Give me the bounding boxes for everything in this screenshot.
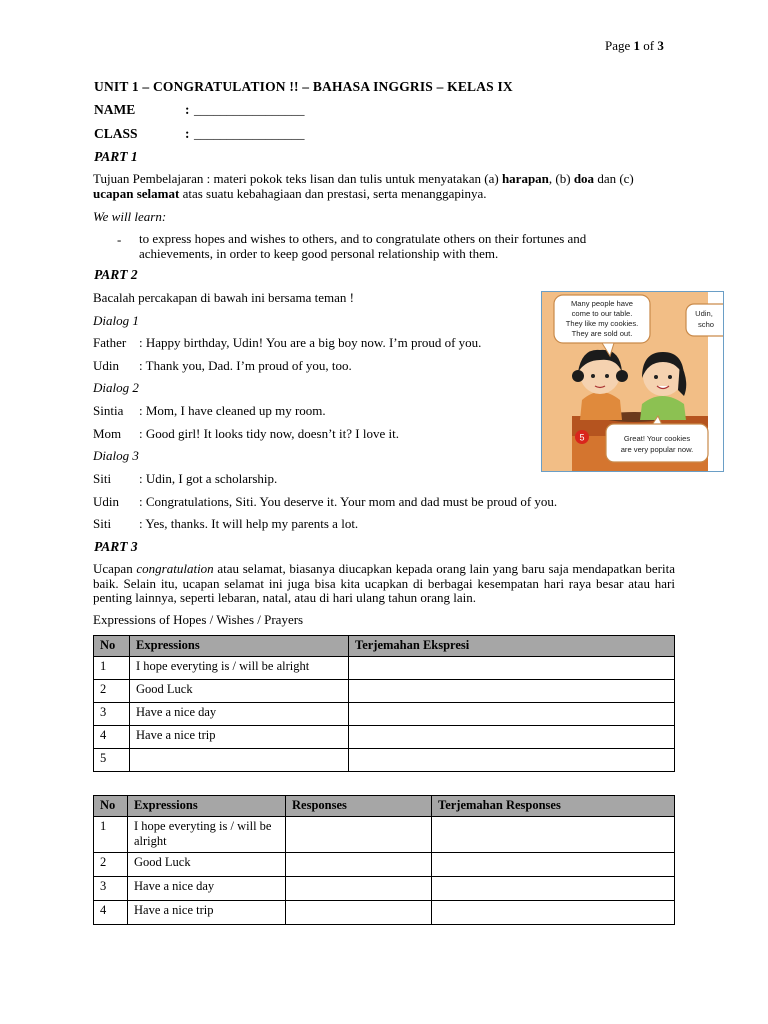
row-expression: Good Luck: [128, 853, 286, 877]
class-field[interactable]: _________________: [194, 126, 305, 141]
class-colon: :: [185, 126, 190, 141]
class-label: CLASS: [94, 126, 138, 141]
page-label: Page: [605, 38, 634, 53]
response-cell[interactable]: [286, 877, 432, 901]
row-number: 2: [94, 680, 130, 703]
response-translation-cell[interactable]: [432, 817, 675, 853]
bubble2-line: Udin,: [695, 309, 713, 318]
we-will-learn: We will learn:: [93, 209, 167, 224]
translation-cell[interactable]: [349, 703, 675, 726]
response-translation-cell[interactable]: [432, 877, 675, 901]
row-number: 4: [94, 726, 130, 749]
part3-heading: PART 3: [94, 539, 138, 554]
row-expression: I hope everyting is / will be alright: [128, 817, 286, 853]
dialog-line: Sintia : Mom, I have cleaned up my room.: [93, 403, 326, 418]
bubble1-line: Many people have: [570, 299, 634, 308]
page-number: [605, 38, 664, 54]
col-header-no: No: [94, 796, 128, 817]
bubble2-line: scho: [697, 320, 715, 329]
table-row: [94, 877, 675, 901]
col-header-translation: Terjemahan Ekspresi: [349, 636, 675, 657]
response-cell[interactable]: [286, 817, 432, 853]
table-row: [94, 853, 675, 877]
responses-table: [93, 795, 675, 925]
bubble3-line: Great! Your cookies: [623, 434, 691, 443]
table-row: [94, 749, 675, 772]
bubble1-line: They like my cookies.: [565, 319, 639, 328]
table-header-row: [94, 796, 675, 817]
row-number: 1: [94, 657, 130, 680]
panel-number-badge: [575, 430, 589, 444]
row-number: 4: [94, 901, 128, 925]
bullet-text: to express hopes and wishes to others, and to congratulate others on their fortunes and achievements, in order to keep good personal relationship with them.: [139, 231, 587, 261]
translation-cell[interactable]: [349, 726, 675, 749]
table-row: [94, 901, 675, 925]
row-expression: Good Luck: [130, 680, 349, 703]
page-total: 3: [657, 38, 664, 53]
row-number: 5: [94, 749, 130, 772]
row-expression: I hope everyting is / will be alright: [130, 657, 349, 680]
part1-heading: PART 1: [94, 149, 138, 164]
comic-svg: [542, 292, 723, 471]
response-translation-cell[interactable]: [432, 853, 675, 877]
row-expression: Have a nice trip: [130, 726, 349, 749]
dialog-line: Udin : Congratulations, Siti. You deserve it. Your mom and dad must be proud of you.: [93, 494, 558, 509]
part3-paragraph: Ucapan congratulation atau selamat, biasanya diucapkan kepada orang lain yang baru saja mendapatkan berita baik. Selain itu, ucapan selamat ini juga bisa kita ucapkan di berbagai kesempatan hari raya besar atau hari penting lainnya, seperti lebaran, natal, atau di hari ulang tahun orang lain.: [93, 561, 675, 605]
col-header-expressions: Expressions: [130, 636, 349, 657]
page-current: 1: [633, 38, 641, 53]
dialog-line: Father : Happy birthday, Udin! You are a big boy now. I’m proud of you.: [93, 335, 482, 350]
table-row: [94, 703, 675, 726]
bullet-mark: -: [117, 232, 122, 247]
row-number: 3: [94, 877, 128, 901]
girl-right: [640, 352, 686, 420]
speech-bubble-2: [686, 304, 723, 336]
table-row: [94, 726, 675, 749]
row-number: 2: [94, 853, 128, 877]
translation-cell[interactable]: [349, 657, 675, 680]
col-header-response-translation: Terjemahan Responses: [432, 796, 675, 817]
part2-intro: Bacalah percakapan di bawah ini bersama teman !: [93, 290, 354, 305]
dialog2-title: Dialog 2: [93, 380, 139, 395]
dialog-line: Mom : Good girl! It looks tidy now, doesn’t it? I love it.: [93, 426, 399, 441]
dialog-line: Udin : Thank you, Dad. I’m proud of you, too.: [93, 358, 352, 373]
page-sep: of: [640, 38, 658, 53]
col-header-responses: Responses: [286, 796, 432, 817]
dialog-line: Siti : Yes, thanks. It will help my parents a lot.: [93, 516, 359, 531]
row-expression: Have a nice day: [130, 703, 349, 726]
response-cell[interactable]: [286, 901, 432, 925]
response-cell[interactable]: [286, 853, 432, 877]
dialog1-title: Dialog 1: [93, 313, 139, 328]
row-expression: Have a nice day: [128, 877, 286, 901]
name-label: NAME: [94, 102, 136, 117]
learning-goal: Tujuan Pembelajaran : materi pokok teks lisan dan tulis untuk menyatakan (a) harapan, (b) doa dan (c) ucapan selamat atas suatu kebahagiaan dan prestasi, serta menanggapinya.: [93, 171, 634, 201]
bubble1-line: They are sold out.: [571, 329, 633, 338]
row-expression: Have a nice trip: [128, 901, 286, 925]
document-title: UNIT 1 – CONGRATULATION !! – BAHASA INGGRIS – KELAS IX: [94, 79, 513, 94]
col-header-no: No: [94, 636, 130, 657]
col-header-expressions: Expressions: [128, 796, 286, 817]
comic-illustration: [541, 291, 724, 472]
table-header-row: [94, 636, 675, 657]
expressions-table: [93, 635, 675, 772]
row-expression[interactable]: [130, 749, 349, 772]
panel-number: 5: [579, 432, 585, 443]
name-colon: :: [185, 102, 190, 117]
table-row: [94, 817, 675, 853]
translation-cell[interactable]: [349, 680, 675, 703]
bubble1-line: come to our table.: [571, 309, 633, 318]
table-row: [94, 680, 675, 703]
name-field[interactable]: _________________: [194, 102, 305, 117]
part2-heading: PART 2: [94, 267, 138, 282]
row-number: 3: [94, 703, 130, 726]
translation-cell[interactable]: [349, 749, 675, 772]
response-translation-cell[interactable]: [432, 901, 675, 925]
dialog3-title: Dialog 3: [93, 448, 139, 463]
table-row: [94, 657, 675, 680]
row-number: 1: [94, 817, 128, 853]
dialog-line: Siti : Udin, I got a scholarship.: [93, 471, 278, 486]
table1-caption: Expressions of Hopes / Wishes / Prayers: [93, 612, 304, 627]
bubble3-line: are very popular now.: [620, 445, 694, 454]
